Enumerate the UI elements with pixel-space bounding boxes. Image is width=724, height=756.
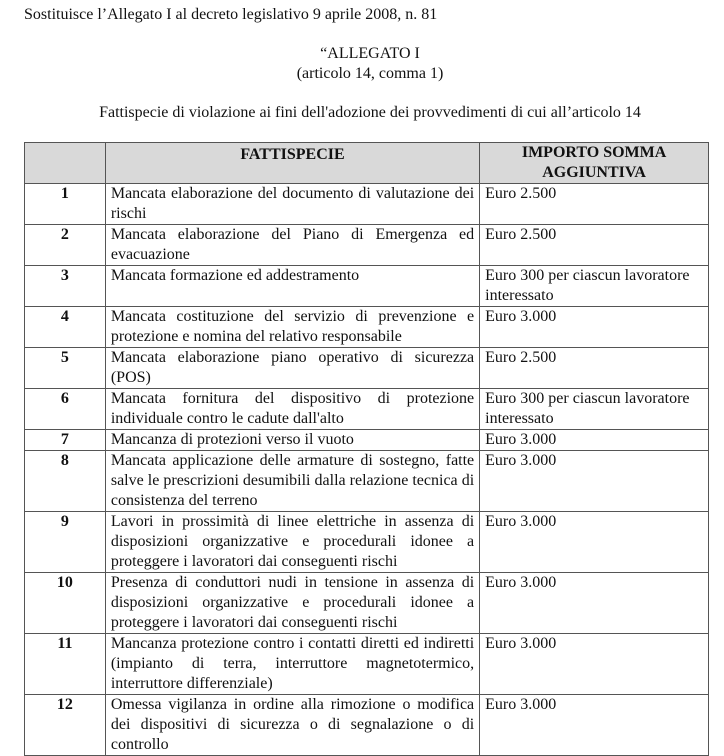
additional-amount: Euro 2.500 — [480, 225, 709, 266]
header-fattispecie: FATTISPECIE — [105, 143, 479, 184]
table-row — [25, 512, 709, 573]
additional-amount: Euro 3.000 — [480, 695, 709, 756]
violation-description: Presenza di conduttori nudi in tensione in assenza di disposizioni organizzative e procedurali idonee a proteggere i lavoratori dai conseguenti rischi — [105, 573, 479, 634]
row-number: 4 — [25, 307, 106, 348]
row-number: 7 — [25, 430, 106, 451]
violation-description: Mancata costituzione del servizio di prevenzione e protezione e nomina del relativo responsabile — [105, 307, 479, 348]
additional-amount: Euro 300 per ciascun lavoratore interessato — [480, 389, 709, 430]
table-row — [25, 389, 709, 430]
annex-title: “ALLEGATO I — [320, 45, 420, 62]
violation-description: Mancata elaborazione del documento di valutazione dei rischi — [105, 184, 479, 225]
row-number: 9 — [25, 512, 106, 573]
additional-amount: Euro 3.000 — [480, 451, 709, 512]
additional-amount: Euro 2.500 — [480, 348, 709, 389]
violation-description: Mancata elaborazione piano operativo di sicurezza (POS) — [105, 348, 479, 389]
table-row — [25, 573, 709, 634]
row-number: 1 — [25, 184, 106, 225]
violation-description: Mancata elaborazione del Piano di Emergenza ed evacuazione — [105, 225, 479, 266]
violation-description: Mancata fornitura del dispositivo di protezione individuale contro le cadute dall'alto — [105, 389, 479, 430]
additional-amount: Euro 2.500 — [480, 184, 709, 225]
table-header-row — [25, 143, 709, 184]
additional-amount: Euro 3.000 — [480, 512, 709, 573]
table-row — [25, 451, 709, 512]
table-row — [25, 184, 709, 225]
additional-amount: Euro 3.000 — [480, 573, 709, 634]
row-number: 5 — [25, 348, 106, 389]
row-number: 12 — [25, 695, 106, 756]
violation-description: Lavori in prossimità di linee elettriche in assenza di disposizioni organizzative e procedurali idonee a proteggere i lavoratori dai conseguenti rischi — [105, 512, 479, 573]
violation-description: Mancata applicazione delle armature di sostegno, fatte salve le prescrizioni desumibili dalla relazione tecnica di consistenza del terreno — [105, 451, 479, 512]
header-importo: IMPORTO SOMMA AGGIUNTIVA — [480, 143, 709, 184]
table-row — [25, 225, 709, 266]
table-row — [25, 348, 709, 389]
table-row — [25, 695, 709, 756]
violations-table — [24, 142, 709, 756]
additional-amount: Euro 3.000 — [480, 634, 709, 695]
intro-text: Sostituisce l’Allegato I al decreto legislativo 9 aprile 2008, n. 81 — [24, 6, 438, 23]
additional-amount: Euro 3.000 — [480, 307, 709, 348]
row-number: 3 — [25, 266, 106, 307]
row-number: 6 — [25, 389, 106, 430]
row-number: 8 — [25, 451, 106, 512]
row-number: 10 — [25, 573, 106, 634]
row-number: 2 — [25, 225, 106, 266]
violation-description: Mancata formazione ed addestramento — [105, 266, 479, 307]
row-number: 11 — [25, 634, 106, 695]
table-row — [25, 634, 709, 695]
additional-amount: Euro 3.000 — [480, 430, 709, 451]
table-caption: Fattispecie di violazione ai fini dell'adozione dei provvedimenti di cui all’articolo 14 — [99, 104, 641, 121]
header-number — [25, 143, 106, 184]
violation-description: Omessa vigilanza in ordine alla rimozione o modifica dei dispositivi di sicurezza o di segnalazione o di controllo — [105, 695, 479, 756]
violation-description: Mancanza protezione contro i contatti diretti ed indiretti (impianto di terra, interruttore magnetotermico, interruttore differenziale) — [105, 634, 479, 695]
additional-amount: Euro 300 per ciascun lavoratore interessato — [480, 266, 709, 307]
table-row — [25, 266, 709, 307]
violation-description: Mancanza di protezioni verso il vuoto — [105, 430, 479, 451]
table-row — [25, 307, 709, 348]
annex-reference: (articolo 14, comma 1) — [296, 65, 444, 82]
table-row — [25, 430, 709, 451]
